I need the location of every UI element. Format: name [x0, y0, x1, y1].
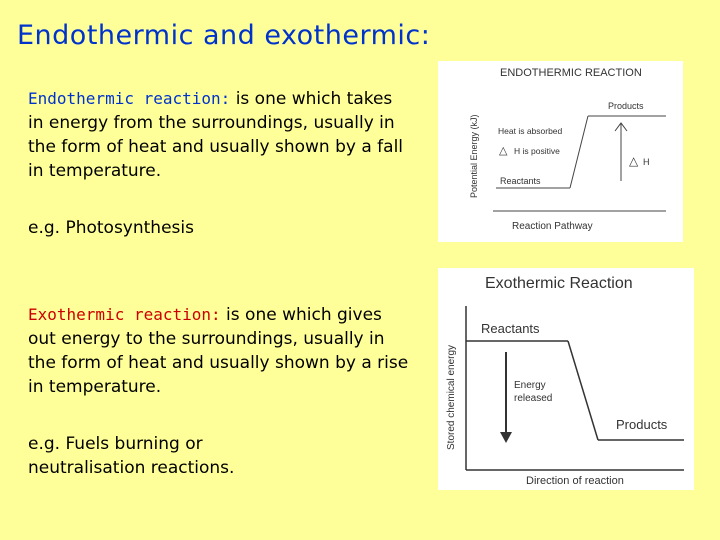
exothermic-term: Exothermic reaction:: [28, 305, 221, 324]
exothermic-diagram: [438, 268, 694, 490]
exo-products-label: Products: [616, 417, 668, 432]
endo-x-axis-label: Reaction Pathway: [512, 221, 593, 232]
endo-products-label: Products: [608, 101, 644, 111]
endothermic-diagram-svg: [438, 61, 683, 242]
exo-drop-line: [568, 341, 598, 440]
endothermic-diagram: [438, 61, 683, 242]
endothermic-example: e.g. Photosynthesis: [28, 218, 194, 238]
endothermic-definition-text: is one which takes in energy from the surroundings, usually in the form of heat and usually shown by a fall in temperature.: [28, 89, 404, 181]
endo-rise-line: [570, 116, 588, 188]
endo-y-axis-label: Potential Energy (kJ): [469, 114, 479, 198]
exothermic-definition-text: is one which gives out energy to the surroundings, usually in the form of heat and usually shown by a rise in temperature.: [28, 305, 409, 397]
endo-delta-icon: △: [499, 145, 508, 157]
exo-energy-label-2: released: [514, 393, 553, 404]
exo-x-axis-label: Direction of reaction: [526, 475, 624, 487]
exo-arrow-down-icon: [500, 432, 512, 443]
slide-title: Endothermic and exothermic:: [17, 20, 431, 51]
exo-y-axis-label: Stored chemical energy: [446, 344, 457, 450]
exo-energy-label-1: Energy: [514, 380, 546, 391]
endo-delta-h-positive: H is positive: [514, 146, 560, 156]
endo-heat-label: Heat is absorbed: [498, 126, 563, 136]
endo-reactants-label: Reactants: [500, 176, 541, 186]
exothermic-diagram-svg: [438, 268, 694, 490]
endothermic-definition: [28, 87, 408, 183]
endo-delta-h-icon: △: [629, 154, 639, 168]
exo-title: Exothermic Reaction: [485, 275, 633, 292]
exothermic-example: e.g. Fuels burning or neutralisation reactions.: [28, 434, 235, 478]
endo-title: ENDOTHERMIC REACTION: [500, 67, 642, 79]
endo-delta-h-label: H: [643, 157, 650, 167]
exo-reactants-label: Reactants: [481, 321, 540, 336]
endothermic-term: Endothermic reaction:: [28, 89, 231, 108]
exothermic-definition: [28, 303, 413, 399]
